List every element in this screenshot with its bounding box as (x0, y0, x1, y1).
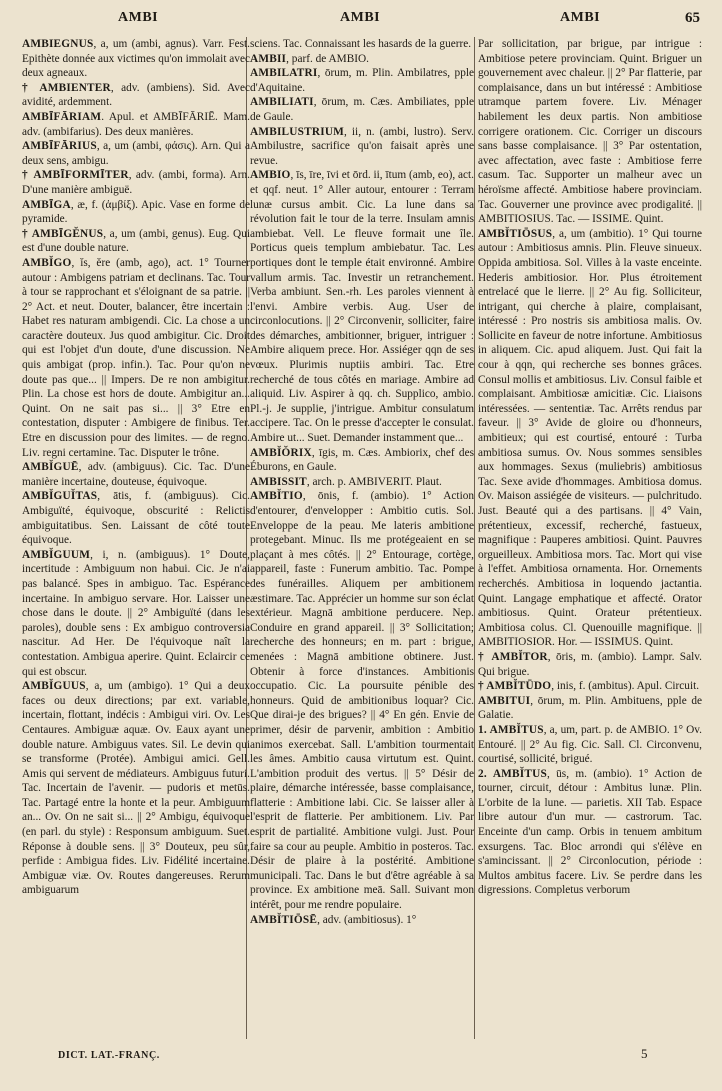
dictionary-entry (22, 168, 250, 197)
entry-definition: , a, um, part. p. de AMBIO. 1° Ov. Entouré. || 2° Au fig. Cic. Sall. Cl. Circonvenu, courtisé, sollicité, brigué. (478, 723, 702, 766)
entry-headword: AMBII (250, 52, 287, 65)
entry-headword: AMBIEGNUS (22, 38, 94, 50)
dictionary-entry (478, 767, 702, 898)
entry-headword: AMBITUI (478, 694, 531, 707)
entry-definition: , a, um (ambi, agnus). Varr. Fest. Epithète donnée aux victimes qu'on immolait avec deux agneaux. (22, 38, 250, 80)
entry-headword: AMBĬGUUM (22, 548, 91, 561)
entry-definition: , ii, n. (ambi, lustro). Serv. Ambilustre, sacrifice qu'on faisait après une revue. (250, 125, 474, 167)
entry-definition: , adv. (ambiens). Sid. Avec avidité, ardemment. (22, 81, 250, 109)
entry-headword: AMBILUSTRIUM (250, 125, 345, 138)
entry-headword: 1. AMBĬTUS (478, 723, 544, 736)
entry-headword: 2. AMBĬTUS (478, 767, 547, 780)
entry-definition: , a, um (ambigo). 1° Qui a deux faces ou deux directions; par ext. variable, incertain, flottant, indécis : Ambigui viri. Ov. Les Centaures. Ambiguæ aquæ. Ov. Eaux ayant une double nature. Ambiguus vates. Sil. Le devin qui se transforme (Protée). Ambigui amici. Gell. Amis qui servent de médiateurs. Ambiguus futuri. Tac. Incertain de l'avenir. — pudoris et metūs. Tac. Partagé entre la honte et la peur. Ambiguum an... Ov. On ne sait si... || 2° Ambigu, équivoque (en parl. du style) : Responsum ambiguum. Suet. Réponse à double sens. || 3° Douteux, peu sûr, perfide : Ambigua fides. Liv. Fidélité incertaine. Ambiguæ viæ. Ov. Routes dangereuses. Rerum ambiguarum (22, 680, 250, 897)
dictionary-entry (22, 548, 250, 679)
dictionary-entry (22, 460, 250, 489)
entry-definition: , a, um (ambitio). 1° Qui tourne autour : Ambitiosus amnis. Plin. Fleuve sinueux. Oppida ambitiosa. Sol. Villes à la vaste enceinte. Hederis ambitiosior. Hor. Plus étroitement entrelacé que le lierre. || 2° Au fig. Solliciteur, intrigant, qui cherche à plaire, complaisant, intéressé : Pro nostris sis ambitiosa malis. Ov. Sollicite en faveur de notre infortune. Ambitiosus in aliquem. Cic. apud aliquem. Just. Qui fait la cour à qqn, qui recherche ses bonnes grâces. Consul mollis et ambitiosus. Liv. Consul faible et complaisant. Ambitiosæ amicitiæ. Cic. Liaisons intéressées. — sententiæ. Tac. Arrêts rendus par faveur. || 3° Avide de gloire ou d'honneurs, ambitieux; qui est courtisé, entouré : Turba ambitiosa sumus. Ov. Nous sommes sensibles aux hommages. Sexus (muliebris) ambitiosus Tac. Sexe avide d'hommages. Ambitiosa domus. Ov. Maison assiégée de visiteurs. — pulchritudo. Just. Beauté qui a des partisans. || 4° Vain, prétentieux, excessif, recherché, fastueux, magnifique : Pauperes ambitiosi. Quint. Pauvres orgueilleux. Ambitiosa mors. Tac. Mort qui vise à l'effet. Ambitiosa ornamenta. Hor. Ornements recherchés. Ambitiosa in loquendo jactantia. Quint. Langage emphatique et affecté. Orator ambitiosus. Quint. Orateur prétentieux. Ambitiosa colus. Cl. Quenouille magnifique. || AMBITIOSIOR. Hor. — ISSIMUS. Quint. (478, 227, 702, 649)
entry-headword: † AMBĪFORMĪTER (22, 169, 129, 182)
entry-headword: AMBĬGUUS (22, 680, 86, 693)
entry-headword: AMBĪGA (22, 198, 71, 211)
running-head-right: AMBI (560, 10, 601, 25)
entry-headword: AMBĬTIŌSUS (478, 227, 553, 240)
entry-definition: , ātis, f. (ambiguus). Cic. Ambiguïté, équivoque, obscurité : Relictis ambiguitatibus. Sen. Laissant de côté toute équivoque. (22, 490, 250, 547)
dictionary-entry (250, 125, 474, 169)
entry-headword: AMBILATRI (250, 67, 318, 80)
dictionary-entry (478, 227, 702, 650)
dictionary-entry (22, 110, 250, 139)
page-number: 65 (685, 10, 700, 26)
entry-definition: , īs, īre, īvi et ōrd. ii, ītum (amb, eo), act. et qqf. neut. 1° Aller autour, entourer : Terram lunæ cursus ambit. Cic. La lune dans sa révolution fait le tour de la terre. Insulam amnis ambiebat. Vell. Le fleuve formait une île. Porticus queis templum ambiebatur. Tac. Les portiques dont le temple était environné. Ambire vallum armis. Tac. Investir un retranchement. Verba ambiunt. Sen.-rh. Les paroles viennent à l'envi. Ambire verbis. Aug. User de circonlocutions. || 2° Circonvenir, solliciter, faire des démarches, ambitionner, briguer, intriguer : Ambire aliquem prece. Hor. Assiéger qqn de ses vœux. Plurimis nuptiis ambiri. Tac. Etre recherché de tous côtés en mariage. Ambire ad aliquid. Liv. Aspirer à qq. ch. Supplico, ambio. Pl.-j. Je supplie, j'intrigue. Ambitur consulatum accipere. Tac. On le presse d'accepter le consulat. Ambire ut... Suet. Demander instamment que... (250, 169, 474, 445)
dictionary-entry (250, 95, 474, 124)
running-head-center: AMBI (340, 10, 381, 25)
entry-definition: . Apul. et AMBĪFĀRIĒ. Mam. adv. (ambifarius). Des deux manières. (22, 110, 250, 138)
entry-headword: † AMBĬTŪDO (478, 680, 552, 693)
dictionary-entry (250, 913, 474, 928)
dictionary-entry (22, 81, 250, 110)
dictionary-entry (478, 650, 702, 679)
dictionary-entry (478, 694, 702, 723)
column-rule-2 (474, 37, 475, 1039)
running-head-left: AMBI (118, 10, 159, 25)
entry-definition: sciens. Tac. Connaissant les hasards de la guerre. (250, 38, 472, 50)
dictionary-entry (22, 37, 250, 81)
dictionary-entry (250, 168, 474, 445)
dictionary-entry (250, 66, 474, 95)
entry-headword: AMBĬGUĒ (22, 461, 79, 474)
dictionary-entry (22, 679, 250, 898)
entry-definition: , ōrum, m. Plin. Ambituens, pple de Galatie. (478, 694, 702, 722)
dictionary-entry (22, 227, 250, 256)
entry-definition: , adv. (ambiguus). Cic. Tac. D'une manière incertaine, douteuse, équivoque. (22, 461, 250, 488)
column-1 (22, 37, 250, 1037)
dictionary-entry (22, 198, 250, 227)
entry-definition: , inis, f. (ambitus). Apul. Circuit. (551, 680, 700, 693)
entry-headword: AMBĪFĀRIAM (22, 110, 102, 123)
dictionary-entry (250, 446, 474, 475)
entry-headword: AMBĬTIŌSĒ (250, 913, 318, 926)
column-3 (478, 37, 702, 1037)
entry-definition: , arch. p. AMBIVERIT. Plaut. (306, 475, 442, 488)
entry-headword: AMBĬGUĬTAS (22, 490, 98, 503)
entry-definition: , ōrum, m. Cæs. Ambiliates, pple de Gaule. (250, 96, 474, 123)
dictionary-entry (250, 489, 474, 912)
entry-definition: , a, um (ambi, genus). Eug. Qui est d'une double nature. (22, 227, 250, 255)
entry-definition: , īgis, m. Cæs. Ambiorix, chef des Éburons, en Gaule. (250, 446, 474, 474)
entry-definition: , ūs, m. (ambio). 1° Action de tourner, circuit, détour : Ambitus lunæ. Plin. L'orbite de la lune. — parietis. XII Tab. Espace libre autour d'un mur. — castrorum. Tac. Enceinte d'un camp. Orbis in tenuem ambitum exsurgens. Tac. Bloc arrondi qui s'élève en s'amincissant. || 2° Circonlocution, période : Multos ambitus facere. Liv. Se perdre dans les digressions. Completus verborum (478, 767, 702, 897)
entry-definition: , ĭs, ĕre (amb, ago), act. 1° Tourner autour : Ambigens patriam et declinans. Tac. Tour à tour se rapprochant et s'éloignant de sa patrie. || 2° Act. et neut. Douter, balancer, être incertain : Habet res naturam ambigendi. Cic. La chose a un caractère douteux. Jus quod ambigitur. Cic. Droit qui est l'objet d'un doute, d'une discussion. Ne quis ambigat (prop. infin.). Tac. Pour qu'on ne doute pas que... || Impers. De re non ambigitur. Plin. La chose est hors de doute. Ambigitur an... Quint. On ne sait pas si... || 3° Etre en contestation, disputer : Ambigere de finibus. Ter. Etre en discussion pour des limites. — de regno. Liv. regni certamine. Tac. Disputer le trône. (22, 256, 250, 459)
entry-definition: , parf. de AMBIO. (286, 52, 369, 65)
dictionary-entry (478, 679, 702, 694)
entry-definition: , i, n. (ambiguus). 1° Doute, incertitude : Ambiguum non habui. Cic. Je n'ai pas balancé. Spes in ambiguo. Tac. Espérance incertaine. In ambiguo servare. Hor. Laisser une chose dans le doute. || 2° Ambiguïté (dans les paroles), double sens : Ex ambiguo controversia nascitur. Ad Her. De l'équivoque naît la contestation. Ambigua aperire. Quint. Eclaircir ce qui est obscur. (22, 548, 250, 678)
entry-headword: † AMBIENTER (22, 81, 111, 94)
entry-headword: † AMBĬTOR (478, 650, 548, 663)
dictionary-entry (478, 723, 702, 767)
dictionary-entry (250, 52, 474, 67)
entry-headword: AMBISSIT (250, 475, 307, 488)
entry-headword: AMBĬGO (22, 256, 72, 269)
entry-headword: AMBĪFĀRIUS (22, 140, 97, 153)
footer-sheet-number: 5 (641, 1046, 648, 1061)
entry-definition: , adv. (ambitiosus). 1° (317, 913, 417, 926)
entry-headword: AMBILIATI (250, 96, 314, 109)
entry-definition: , ōris, m. (ambio). Lampr. Salv. Qui brigue. (478, 650, 702, 678)
footer-signature: DICT. LAT.-FRANÇ. (58, 1050, 160, 1061)
running-head (0, 10, 722, 32)
entry-definition: , a, um (ambi, φάσις). Arn. Qui a deux sens, ambigu. (22, 140, 250, 167)
dictionary-entry (22, 139, 250, 168)
dictionary-entry (250, 475, 474, 490)
dictionary-entry (478, 37, 702, 227)
dictionary-entry (22, 256, 250, 460)
entry-headword: AMBĬŎRIX (250, 446, 312, 459)
dictionary-entry (250, 37, 474, 52)
column-2 (250, 37, 474, 1037)
entry-definition: , æ, f. (ἀμβίξ). Apic. Vase en forme de pyramide. (22, 198, 250, 226)
entry-headword: † AMBĪGĔNUS (22, 227, 104, 240)
entry-definition: , ōnis, f. (ambio). 1° Action d'entourer, d'envelopper : Ambitio cutis. Sol. Enveloppe de la peau. Me lateris ambitione protegebant. Minuc. Ils me protégeaient en se plaçant à mes côtés. || 2° Entourage, cortège, appareil, faste : Funerum ambitio. Tac. Pompe des funérailles. Aliquem per ambitionem æstimare. Tac. Apprécier un homme sur son éclat extérieur. Magnā ambitione perducere. Nep. Conduire en grand appareil. || 3° Sollicitation; recherche des honneurs; en m. part : brigue, menées : Magnā ambitione obtinere. Just. Obtenir à force d'instances. Ambitionis occupatio. Cic. La poursuite pénible des honneurs. Quid de ambitionibus loquar? Cic. Que dirai-je des brigues? || 4° En gén. Envie de primer, désir de parvenir, ambition : Ambitio animos exercebat. Sall. L'ambition tourmentait les âmes. Ambitio causa virtutum est. Quint. L'ambition produit des vertus. || 5° Désir de plaire, démarche intéressée, basse complaisance, flatterie : Ambitione labi. Cic. Se laisser aller à l'esprit de flatterie. Per ambitionem. Liv. Par esprit de partialité. Ambitione vulgi. Just. Pour faire sa cour au peuple. Ambitio in posteros. Tac. Désir de plaire à la postérité. Ambitione municipali. Tac. Dans le but d'être agréable à sa province. Ex ambitione meā. Sall. Suivant mon intérêt, pour me rendre populaire. (250, 490, 474, 912)
dictionary-entry (22, 489, 250, 547)
entry-headword: AMBIO (250, 169, 291, 182)
entry-headword: AMBĬTIO (250, 490, 303, 503)
entry-definition: , adv. (ambi, forma). Arn. D'une manière ambiguë. (22, 169, 250, 196)
entry-definition: Par sollicitation, par brigue, par intrigue : Ambitiose petere provinciam. Quint. Briguer un gouvernement avec chaleur. || 2° Par flatterie, par complaisance, dans un but intéressé : Ambitiose utramque partem fovere. Liv. Ménager habilement les deux partis. Non ambitiose corrigere orationem. Cic. Corriger un discours sans basse complaisance. || 3° Par ostentation, avec affectation, avec faste : Ambitiose ferre casum. Tac. Supporter un malheur avec un héroïsme affecté. Ambitiose habere provinciam. Tac. Gouverner une province avec prodigalité. || AMBITIOSIUS. Tac. — ISSIME. Quint. (478, 38, 702, 226)
entry-definition: , ōrum, m. Plin. Ambilatres, pple d'Aquitaine. (250, 67, 474, 94)
